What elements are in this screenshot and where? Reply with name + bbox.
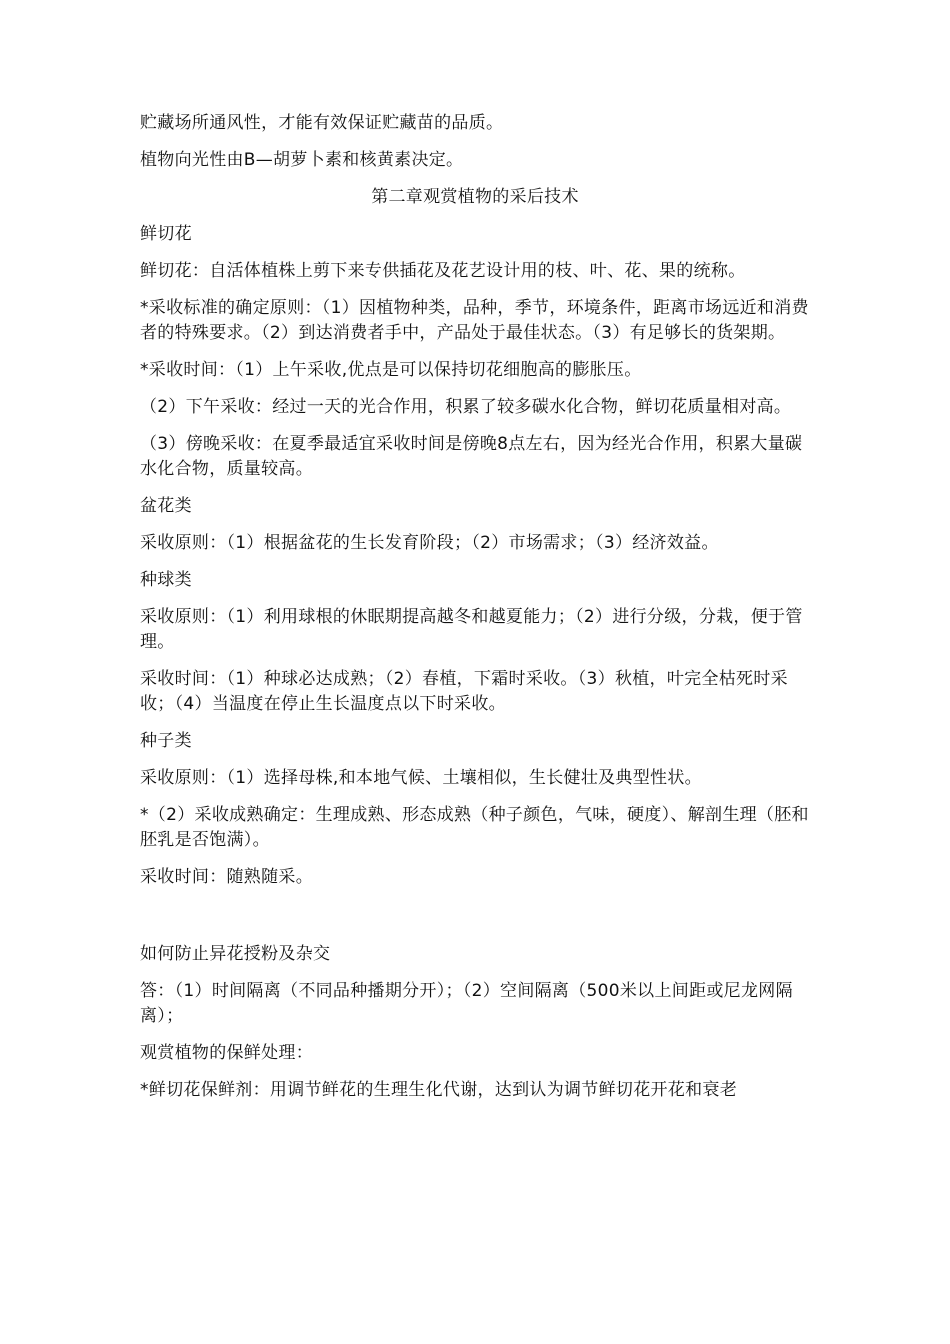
blank-space [140, 902, 810, 942]
paragraph-seed-harvest-time: 采收时间：随熟随采。 [140, 867, 313, 887]
paragraph-storage-ventilation: 贮藏场所通风性，才能有效保证贮藏苗的品质。 [140, 113, 504, 133]
paragraph-seed-maturity: *（2）采收成熟确定：生理成熟、形态成熟（种子颜色，气味，硬度）、解剖生理（胚和胚乳是否饱满）。 [140, 805, 809, 850]
paragraph-cut-flower-definition: 鲜切花：自活体植株上剪下来专供插花及花艺设计用的枝、叶、花、果的统称。 [140, 261, 746, 281]
paragraph-phototropism: 植物向光性由B—胡萝卜素和核黄素决定。 [140, 150, 464, 170]
section-heading-seeds: 种子类 [140, 731, 192, 751]
paragraph-bulb-harvest-principle: 采收原则：（1）利用球根的休眠期提高越冬和越夏能力；（2）进行分级，分栽，便于管理。 [140, 607, 803, 652]
paragraph-seed-harvest-principle: 采收原则：（1）选择母株,和本地气候、土壤相似，生长健壮及典型性状。 [140, 768, 702, 788]
paragraph-harvest-time-morning: *采收时间：（1）上午采收,优点是可以保持切花细胞高的膨胀压。 [140, 360, 642, 380]
question-cross-pollination: 如何防止异花授粉及杂交 [140, 944, 331, 964]
section-heading-potted-flowers: 盆花类 [140, 496, 192, 516]
chapter-title: 第二章观赏植物的采后技术 [371, 187, 579, 207]
paragraph-preservative: *鲜切花保鲜剂：用调节鲜花的生理生化代谢，达到认为调节鲜切花开花和衰老 [140, 1080, 737, 1100]
document-body [140, 111, 810, 1115]
section-heading-bulbs: 种球类 [140, 570, 192, 590]
paragraph-harvest-standard: *采收标准的确定原则：（1）因植物种类，品种，季节，环境条件，距离市场远近和消费者的特殊要求。（2）到达消费者手中，产品处于最佳状态。（3）有足够长的货架期。 [140, 298, 809, 343]
paragraph-harvest-time-afternoon: （2）下午采收：经过一天的光合作用，积累了较多碳水化合物，鲜切花质量相对高。 [140, 397, 792, 417]
answer-cross-pollination: 答：（1）时间隔离（不同品种播期分开）；（2）空间隔离（500米以上间距或尼龙网隔离）； [140, 981, 793, 1026]
section-heading-cut-flowers: 鲜切花 [140, 224, 192, 244]
paragraph-bulb-harvest-time: 采收时间：（1）种球必达成熟；（2）春植，下霜时采收。（3）秋植，叶完全枯死时采收；（4）当温度在停止生长温度点以下时采收。 [140, 669, 788, 714]
paragraph-potted-harvest-principle: 采收原则：（1）根据盆花的生长发育阶段；（2）市场需求；（3）经济效益。 [140, 533, 719, 553]
paragraph-harvest-time-evening: （3）傍晚采收：在夏季最适宜采收时间是傍晚8点左右，因为经光合作用，积累大量碳水化合物，质量较高。 [140, 434, 803, 479]
section-heading-preservation: 观赏植物的保鲜处理： [140, 1043, 313, 1063]
